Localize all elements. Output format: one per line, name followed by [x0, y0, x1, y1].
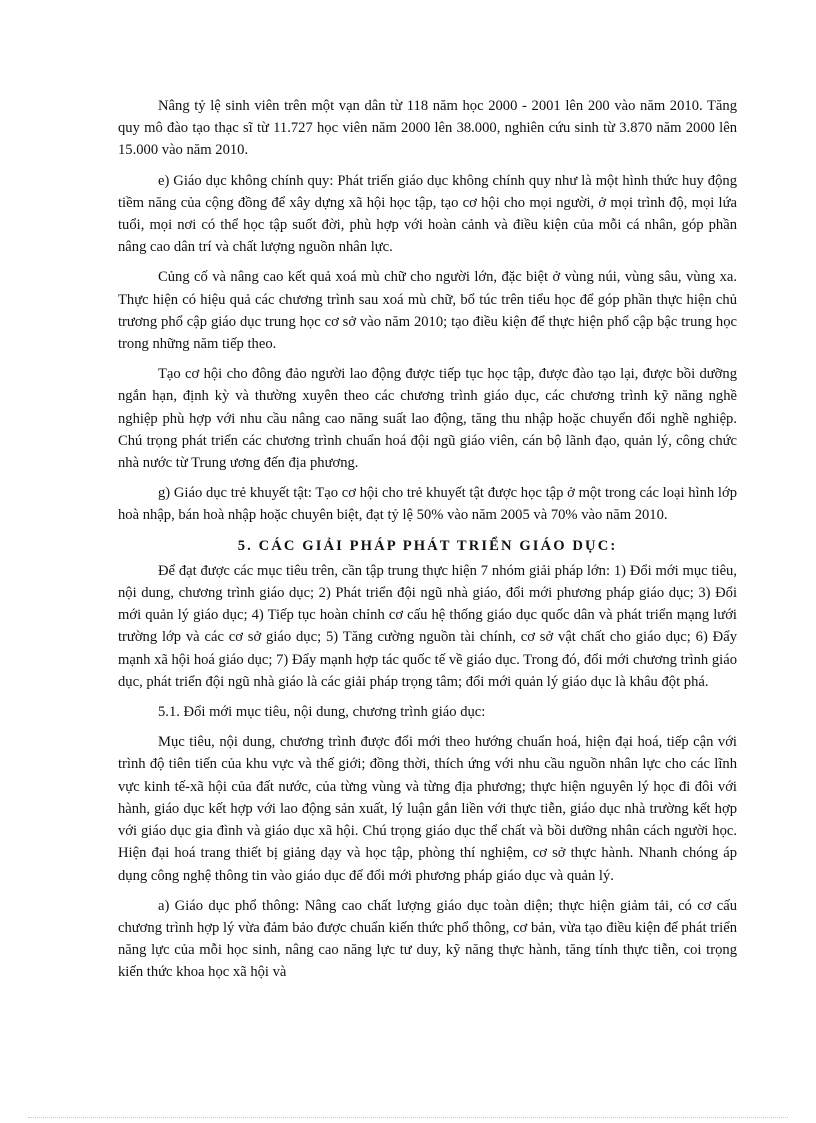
paragraph-general-education: a) Giáo dục phổ thông: Nâng cao chất lượng giáo dục toàn diện; thực hiện giảm tải, có cơ cấu chương trình hợp lý vừa đảm bảo được chuẩn kiến thức phổ thông, cơ bản, vừa tạo điều kiện để phát triển năng lực của mỗi học sinh, nâng cao năng lực tư duy, kỹ năng thực hành, tăng tính thực tiễn, coi trọng kiến thức khoa học xã hội và — [118, 897, 737, 981]
paragraph-nonformal-education: e) Giáo dục không chính quy: Phát triển giáo dục không chính quy như là một hình thức huy động tiềm năng của cộng đồng để xây dựng xã hội học tập, tạo cơ hội cho mọi người, ở mọi trình độ, mọi lứa tuổi, mọi nơi có thể học tập suốt đời, phù hợp với hoàn cảnh và điều kiện của mỗi cá nhân, góp phần nâng cao dân trí và chất lượng nguồn nhân lực. — [118, 172, 737, 256]
paragraph-student-ratio: Nâng tỷ lệ sinh viên trên một vạn dân từ 118 năm học 2000 - 2001 lên 200 vào năm 2010. Tăng quy mô đào tạo thạc sĩ từ 11.727 học viên năm 2000 lên 38.000, nghiên cứu sinh từ 3.870 năm 2000 lên 15.000 vào năm 2010. — [118, 98, 737, 159]
paragraph-worker-training: Tạo cơ hội cho đông đảo người lao động được tiếp tục học tập, được đào tạo lại, được bồi dưỡng ngắn hạn, định kỳ và thường xuyên theo các chương trình giáo dục, các chương trình kỹ năng nghề nghiệp phù hợp với nhu cầu nâng cao năng suất lao động, tăng thu nhập hoặc chuyển đổi nghề nghiệp. Chú trọng phát triển các chương trình chuẩn hoá đội ngũ giáo viên, cán bộ lãnh đạo, quản lý, công chức nhà nước từ Trung ương đến địa phương. — [118, 366, 737, 472]
page-bottom-divider — [28, 1117, 788, 1118]
paragraph-literacy: Củng cố và nâng cao kết quả xoá mù chữ cho người lớn, đặc biệt ở vùng núi, vùng sâu, vùng xa. Thực hiện có hiệu quả các chương trình sau xoá mù chữ, bổ túc trên tiểu học để góp phần thực hiện chủ trương phổ cập giáo dục trung học cơ sở vào năm 2010; tạo điều kiện để thực hiện phổ cập bậc trung học trong những năm tiếp theo. — [118, 269, 737, 353]
document-body — [118, 95, 737, 992]
paragraph-disabled-children: g) Giáo dục trẻ khuyết tật: Tạo cơ hội cho trẻ khuyết tật được học tập ở một trong các loại hình lớp hoà nhập, bán hoà nhập hoặc chuyên biệt, đạt tỷ lệ 50% vào năm 2005 và 70% vào năm 2010. — [118, 485, 737, 524]
section-heading: 5. CÁC GIẢI PHÁP PHÁT TRIỂN GIÁO DỤC: — [237, 537, 618, 554]
paragraph-curriculum-reform: Mục tiêu, nội dung, chương trình được đổi mới theo hướng chuẩn hoá, hiện đại hoá, tiếp cận với trình độ tiên tiến của khu vực và thế giới; đồng thời, thích ứng với nhu cầu nguồn nhân lực cho các lĩnh vực kinh tế-xã hội của đất nước, của từng vùng và từng địa phương; thực hiện nguyên lý học đi đôi với hành, giáo dục kết hợp với lao động sản xuất, lý luận gắn liền với thực tiễn, giáo dục nhà trường kết hợp với giáo dục gia đình và giáo dục xã hội. Chú trọng giáo dục thể chất và bồi dưỡng nhân cách người học. Hiện đại hoá trang thiết bị giảng dạy và học tập, phòng thí nghiệm, cơ sở thực hành. Nhanh chóng áp dụng công nghệ thông tin vào giáo dục để đổi mới phương pháp giáo dục và quản lý. — [118, 734, 737, 884]
paragraph-seven-solutions: Để đạt được các mục tiêu trên, cần tập trung thực hiện 7 nhóm giải pháp lớn: 1) Đổi mới mục tiêu, nội dung, chương trình giáo dục; 2) Phát triển đội ngũ nhà giáo, đổi mới phương pháp giáo dục; 3) Đổi mới quản lý giáo dục; 4) Tiếp tục hoàn chỉnh cơ cấu hệ thống giáo dục quốc dân và phát triển mạng lưới trường lớp và các cơ sở giáo dục; 5) Tăng cường nguồn tài chính, cơ sở vật chất cho giáo dục; 6) Đẩy mạnh xã hội hoá giáo dục; 7) Đẩy mạnh hợp tác quốc tế về giáo dục. Trong đó, đổi mới chương trình giáo dục, phát triển đội ngũ nhà giáo là các giải pháp trọng tâm; đổi mới quản lý giáo dục là khâu đột phá. — [118, 562, 737, 690]
subsection-title-5-1: 5.1. Đổi mới mục tiêu, nội dung, chương trình giáo dục: — [158, 704, 486, 721]
